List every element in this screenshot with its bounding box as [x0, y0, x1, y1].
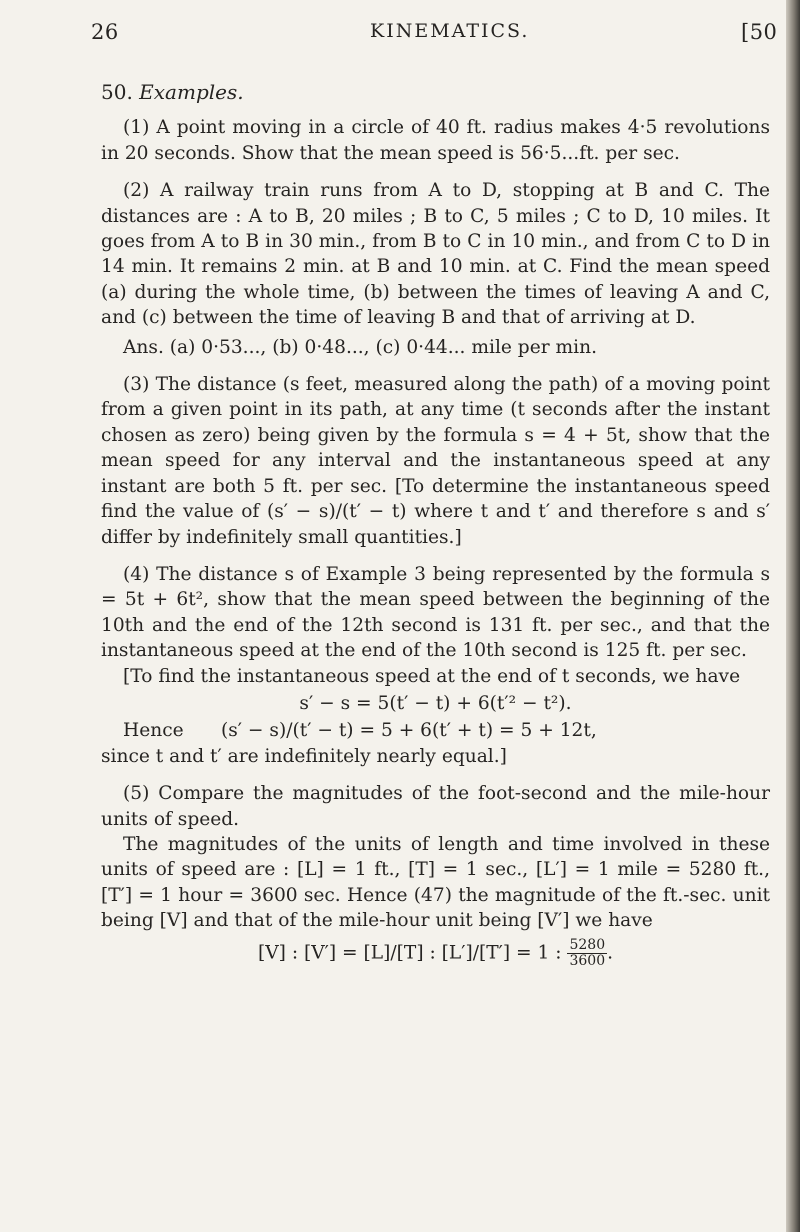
example-2: (2) A railway train runs from A to D, stopping at B and C. The distances are : A to B, 20 miles ; B to C, 5 miles ; C to D, 10 miles. It goes from A to B in 30 min., from B to C in 10 min., and from C to D in 14 min. It remains 2 min. at B and 10 min. at C. Find the mean speed (a) during the whole time, (b) between the times of leaving A and C, and (c) between the time of leaving B and that of arriving at D. [101, 180, 770, 329]
example-3: (3) The distance (s feet, measured along the path) of a moving point from a given point in its path, at any time (t seconds after the instant chosen as zero) being given by the formula s = 4 + 5t, show that the mean speed for any interval and the instantaneous speed at any instant are both 5 ft. per sec. [To determine the instantaneous speed find the value of (s′ − s)/(t′ − t) where t and t′ and therefore s and s′ differ by indefinitely small quantities.] [101, 374, 770, 548]
example-2-answer: Ans. (a) 0·53..., (b) 0·48..., (c) 0·44... mile per min. [123, 336, 597, 358]
page-number: 26 [91, 20, 119, 44]
example-4-hint: [To find the instantaneous speed at the end of t seconds, we have [123, 665, 741, 687]
hence-label: Hence [123, 720, 184, 742]
page-header [0, 12, 800, 52]
example-4: (4) The distance s of Example 3 being represented by the formula s = 5t + 6t², show that the mean speed between the beginning of the 10th and the end of the 12th second is 131 ft. per sec., and that the instantaneous speed at the end of the 10th second is 125 ft. per sec. [101, 563, 770, 662]
ratio-fraction [567, 938, 607, 969]
section-heading [101, 80, 770, 105]
fraction-denominator: 3600 [569, 952, 606, 969]
example-5-ratio [101, 938, 770, 969]
example-1: (1) A point moving in a circle of 40 ft. radius makes 4·5 revolutions in 20 seconds. Show that the mean speed is 56·5...ft. per sec. [101, 117, 770, 164]
fraction-numerator: 5280 [569, 936, 606, 953]
example-4-equation-1: s′ − s = 5(t′ − t) + 6(t′² − t²). [299, 692, 572, 714]
section-title: Examples. [139, 80, 244, 104]
example-5: (5) Compare the magnitudes of the foot-second and the mile-hour units of speed. [101, 783, 770, 830]
section-mark: [50 [741, 20, 778, 44]
example-4-equation-2: (s′ − s)/(t′ − t) = 5 + 6(t′ + t) = 5 + 12t, [221, 720, 597, 742]
ratio-period: . [607, 942, 614, 964]
page-edge-shadow [786, 0, 800, 1232]
ratio-expression: [V] : [V′] = [L]/[T] : [L′]/[T′] = 1 : [257, 942, 562, 964]
example-4-end: since t and t′ are indefinitely nearly equal.] [101, 745, 507, 767]
running-title: KINEMATICS. [370, 20, 530, 42]
page-content [101, 80, 770, 969]
section-number: 50. [101, 80, 133, 104]
example-5-body: The magnitudes of the units of length and time involved in these units of speed are : [L] = 1 ft., [T] = 1 sec., [L′] = 1 mile = 5280 ft., [T′] = 1 hour = 3600 sec. Hence (47) the magnitude of the ft.-sec. unit being [V] and that of the mile-hour unit being [V′] we have [101, 833, 770, 932]
example-4-hence-row [101, 718, 770, 743]
